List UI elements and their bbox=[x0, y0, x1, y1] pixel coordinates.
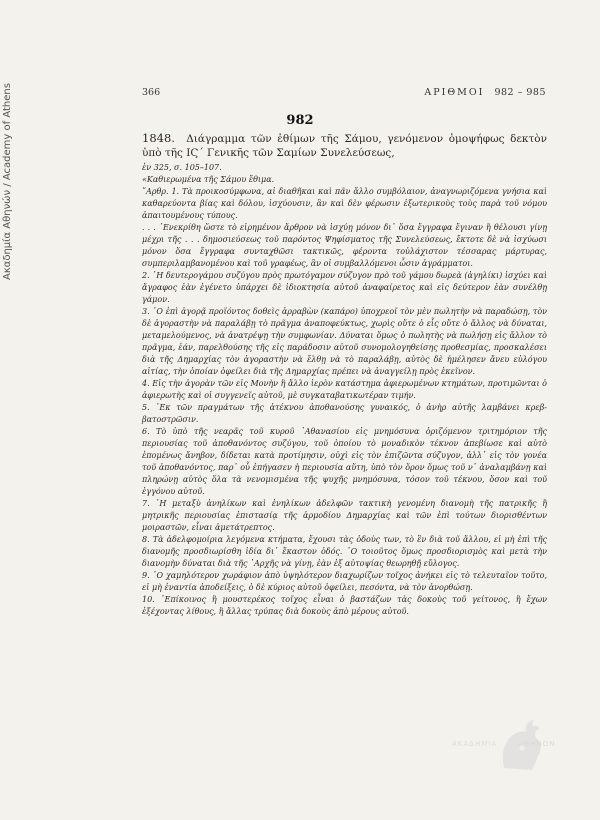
entry-title-text: Διάγραμμα τῶν ἐθίμων τῆς Σάμου, γενόμενον ὁμοψήφως δεκτὸν ὑπὸ τῆς ΙϚ΄ Γενικῆς τῶν Σαμίων Συνελεύσεως, bbox=[142, 133, 547, 159]
paragraph: ῎Αρθρ. 1. Τὰ προικοσύμφωνα, αἱ διαθῆκαι καὶ πᾶν ἄλλο συμβόλαιον, ἀναγνωριζόμενα γνήσια καὶ καθαρεύοντα βίας καὶ δόλου, ἰσχύουσιν, ἂν καὶ δὲν φέρωσιν ἐξωτερικοὺς τοὺς παρὰ τοῦ νόμου ἀπαιτουμένους τύπους. bbox=[142, 187, 547, 221]
side-label: Ακαδημία Αθηνών / Academy of Athens bbox=[2, 83, 13, 280]
document-body bbox=[142, 131, 547, 618]
academy-watermark bbox=[452, 718, 572, 776]
paragraph: 10. ᾽Επίκοινος ἢ μουστερέκος τοῖχος εἶναι ὁ βαστάζων τὰς δοκοὺς τοῦ γείτονος, ἢ ἔχων ἐξέχοντας λίθους, ἢ ἄλλας τρύπας διὰ δοκοὺς ἀπὸ μέρους αὐτοῦ. bbox=[142, 595, 547, 617]
paragraph: 7. ῾Η μεταξὺ ἀνηλίκων καὶ ἐνηλίκων ἀδελφῶν τακτικὴ γενομένη διανομὴ τῆς πατρικῆς ἢ μητρικῆς περιουσίας ἐπιστασίᾳ τῆς ἁρμοδίου Δημαρχίας καὶ τῶν ἐπὶ τούτων διορισθέντων μοιραστῶν, εἶναι ἀμετάτρεπτος. bbox=[142, 499, 547, 533]
page-header bbox=[142, 87, 546, 101]
entry-number: 982 bbox=[286, 113, 314, 128]
watermark-text-left: ΑΚΑΔΗΜΙΑ bbox=[452, 740, 498, 748]
paragraph: 9. ῾Ο χαμηλότερον χωράφιον ἀπὸ ὑψηλότερον διαχωρίζων τοῖχος ἀνήκει εἰς τὸ τελευταῖον τοῦτο, εἰ μὴ ἐναντία ἀποδείξεις, ὁ δὲ κύριος αὐτοῦ ὀφείλει, πεσόντα, νὰ τὸν ἀνορθώσῃ. bbox=[142, 571, 547, 593]
entry-title bbox=[142, 131, 547, 160]
running-title bbox=[424, 87, 546, 98]
paragraph: 4. Εἰς τὴν ἀγορὰν τῶν εἰς Μονὴν ἢ ἄλλο ἱερὸν κατάστημα ἀφιερωμένων κτημάτων, προτιμῶνται ὁ ἀφιερωτὴς καὶ οἱ συγγενεῖς αὐτοῦ, μὲ συγκαταβατικωτέραν τιμήν. bbox=[142, 379, 547, 401]
paragraph: «Καθιερωμένα τῆς Σάμου ἔθιμα. bbox=[142, 175, 275, 185]
paragraph: . . . ᾽Ενεκρίθη ὥστε τὸ εἰρημένον ἄρθρον νὰ ἰσχύῃ μόνον δι᾽ ὅσα ἔγγραφα ἔγιναν ἢ θέλουσι γίνῃ μέχρι τῆς . . . δημοσιεύσεως τοῦ παρόντος Ψηφίσματος τῆς Συνελεύσεως, ἔκτοτε δὲ νὰ ἰσχύωσι μόνον ὅσα ἔγγραφα συνταχθῶσι τακτικῶς, φέροντα τοὐλάχιστον τέσσαρας μάρτυρας, συμπεριλαμβανομένου καὶ τοῦ γραφέως, ἂν οἱ συμβαλλόμενοι ὦσιν ἀγράμματοι. bbox=[142, 223, 547, 269]
paragraph: 3. ῾Ο ἐπὶ ἀγορᾷ προϊόντος δοθεὶς ἀρραβὼν (καπάρο) ὑποχρεοῖ τὸν μὲν πωλητὴν νὰ παραδώσῃ, τὸν δὲ ἀγοραστὴν νὰ παραλάβῃ τὸ πρᾶγμα ἀναποφεύκτως, χωρὶς οὔτε ὁ εἷς οὔτε ὁ ἄλλος νὰ δύναται, μεταμελούμενος, νὰ ἀνατρέψῃ τὴν συμφωνίαν. Δύναται ὅμως ὁ πωλητὴς νὰ πωλήσῃ εἰς ἄλλον τὸ πρᾶγμα, ἐάν, παρελθούσης τῆς εἰς παράδοσιν αὐτοῦ συνομολογηθείσης προθεσμίας, προσκαλέσει διὰ τῆς Δημαρχίας τὸν ἀγοραστὴν νὰ ἔλθῃ νὰ τὸ παραλάβῃ, αὐτὸς δὲ ἠμέλησεν ἄνευ εὐλόγου αἰτίας, τὴν ὁποίαν ὀφείλει διὰ τῆς Δημαρχίας πρέπει νὰ ἀναγγείλῃ πρὸς ἐκεῖνον. bbox=[142, 307, 547, 377]
source-reference: ἐν 325, σ. 105–107. bbox=[142, 163, 222, 173]
paragraph: 2. ῾Η δευτερογάμου συζύγου πρὸς πρωτόγαμον σύζυγον πρὸ τοῦ γάμου δωρεὰ (ἀγηλίκι) ἰσχύει καὶ ἄγραφος ἐὰν ἐγένετο ὑπάρχει δὲ ἰδιοκτησία αὐτοῦ ἀναφαίρετος καὶ εἰς δεύτερον ἐὰν συνέλθῃ γάμον. bbox=[142, 271, 547, 305]
paragraph: 6. Τὸ ὑπὸ τῆς νεαρᾶς τοῦ κυροῦ ᾽Αθανασίου εἰς μνημόσυνα ὁριζόμενον τριτημόριον τῆς περιουσίας τοῦ ἀποθανόντος συζύγου, τοῦ ὁποίου τὸ μοναδικὸν τέκνον ἀπεβίωσε καὶ αὐτὸ ἐπομένως ἄνηβον, δίδεται κατὰ προτίμησιν, οὐχὶ εἰς τὸν ἐπιζῶντα σύζυγον, ἀλλ᾽ εἰς τὸν γονέα τοῦ ἀποθανόντος, παρ᾽ οὗ ἐπήγασεν ἡ περιουσία αὕτη, ὑπὸ τὸν ὅρον ὅμως τοῦ ν᾽ ἀναλαμβάνῃ καὶ πληρώνῃ αὐτὸς ὅλα τὰ νενομισμένα τῆς ψυχῆς μνημόσυνα, τόσον τοῦ τέκνου, ὅσον καὶ τοῦ ἐγγόνου αὐτοῦ. bbox=[142, 427, 547, 497]
page-number: 366 bbox=[142, 87, 161, 98]
watermark-text-right: ΑΘΗΝΩΝ bbox=[518, 740, 556, 748]
running-range: 982 – 985 bbox=[494, 87, 546, 98]
entry-year: 1848. bbox=[142, 131, 175, 145]
running-title-text: ΑΡΙΘΜΟΙ bbox=[424, 87, 485, 98]
paragraph: 8. Τὰ ἀδελφομοίρια λεγόμενα κτήματα, ἔχουσι τὰς ὁδοὺς των, τὸ ἓν διὰ τοῦ ἄλλου, εἰ μὴ ἐπὶ τῆς διανομῆς προσδιωρίσθη ἰδία δι᾽ ἕκαστον ὁδός. ῾Ο τοιοῦτος ὅμως προσδιορισμὸς καὶ μετὰ τὴν διανομὴν δύναται διὰ τῆς ᾽Αρχῆς νὰ γίνῃ, ἐὰν ἐξ αὐτοψίας θεωρηθῇ εὔλογος. bbox=[142, 535, 547, 569]
paragraph: 5. ᾽Εκ τῶν πραγμάτων τῆς ἀτέκνου ἀποθανούσης γυναικός, ὁ ἀνὴρ αὐτῆς λαμβάνει κρεββατοστρῶσιν. bbox=[142, 403, 547, 425]
